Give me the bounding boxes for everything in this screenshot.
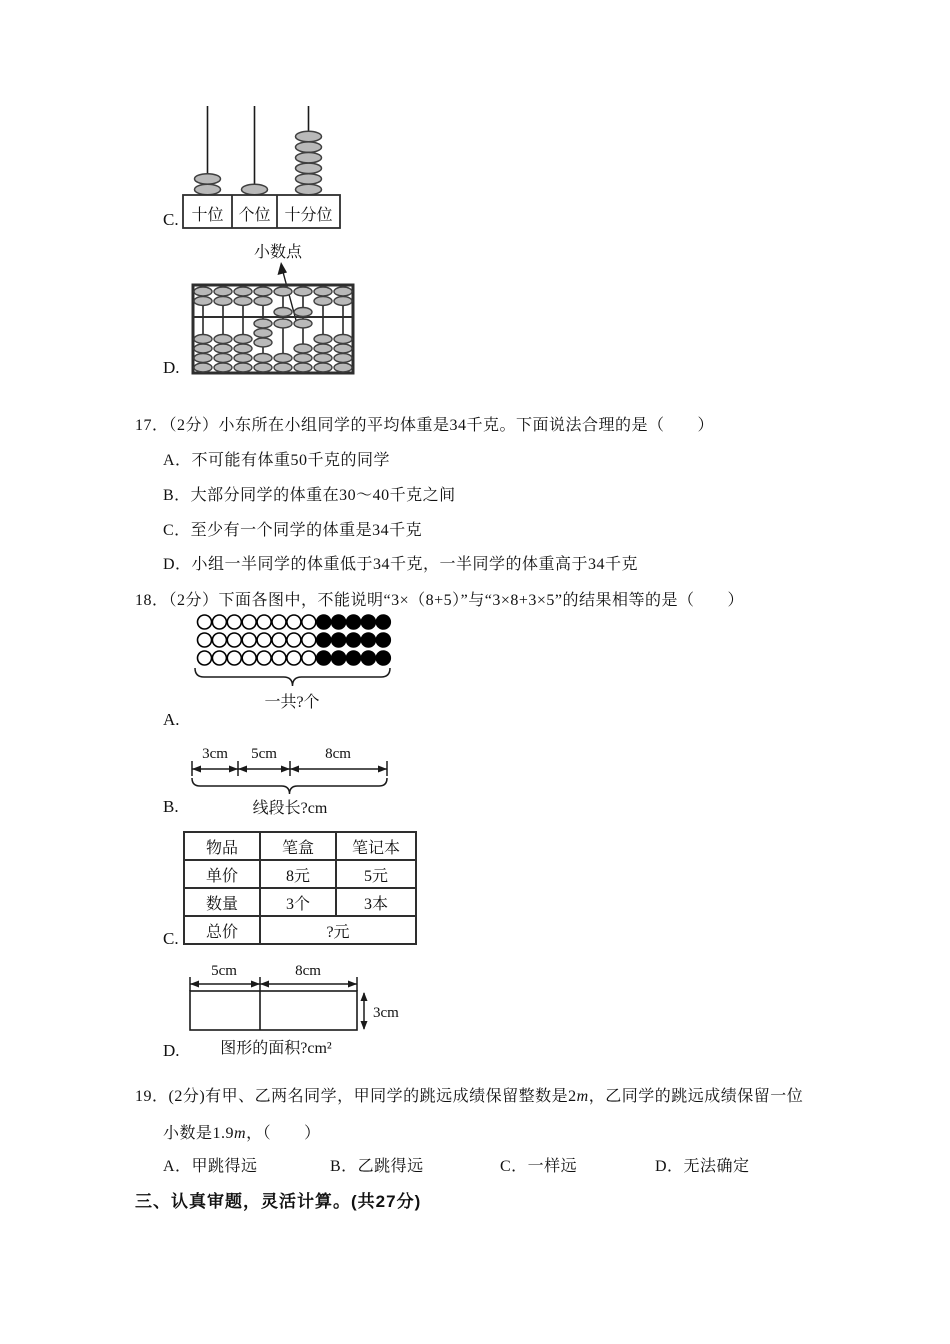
circles-caption: 一共?个 (264, 694, 320, 711)
table-row (184, 860, 416, 888)
q18-stem: 18．（2分）下面各图中，不能说明“3×（8+5）”与“3×8+3×5”的结果相等的是（ ） (135, 592, 745, 609)
rect-label-8cm: 8cm (295, 963, 321, 979)
counter-beads (195, 131, 322, 194)
rect-top-arrows (190, 977, 357, 991)
q19-option-d: D．无法确定 (655, 1158, 750, 1175)
q19-option-a: A．甲跳得远 (163, 1158, 258, 1175)
circles-brace (195, 668, 390, 686)
q19-stem1-pre: 19．(2分)有甲、乙两名同学，甲同学的跳远成绩保留整数是2 (135, 1088, 577, 1105)
table-cell: 总价 (184, 916, 260, 944)
q19-stem1-var-m: m (576, 1088, 589, 1105)
q19-stem2-var-m: m (234, 1125, 247, 1142)
q18-option-a-diagram (165, 610, 410, 715)
q18-option-b-diagram (160, 742, 405, 818)
option-letter-a2: A. (163, 710, 180, 729)
table-row (184, 832, 416, 860)
counter-col-label-tens: 十位 (191, 207, 224, 224)
table-cell: ?元 (260, 916, 416, 944)
q19-option-b: B．乙跳得远 (330, 1158, 424, 1175)
rect-label-3cm: 3cm (373, 1005, 399, 1021)
q19-stem-line1 (135, 1083, 803, 1106)
segment-label-8cm: 8cm (325, 746, 351, 762)
counter-col-label-ones: 个位 (238, 207, 271, 224)
table-cell: 笔记本 (336, 832, 416, 860)
segments-caption: 线段长?cm (252, 800, 328, 817)
segments-brace (192, 778, 387, 794)
rect-side-arrow (361, 992, 368, 1030)
q17-option-d: D．小组一半同学的体重低于34千克，一半同学的体重高于34千克 (163, 556, 639, 573)
option-letter-d2: D. (163, 1041, 180, 1060)
q17-option-c: C．至少有一个同学的体重是34千克 (163, 522, 423, 539)
counter-rods (208, 106, 309, 195)
section-3-heading: 三、认真审题，灵活计算。(共27分) (135, 1192, 422, 1211)
table-cell: 笔盒 (260, 832, 336, 860)
q19-stem1-post: ，乙同学的跳远成绩保留一位 (588, 1088, 804, 1105)
table-cell: 单价 (184, 860, 260, 888)
rect-shape (190, 991, 357, 1030)
place-value-counter-diagram (180, 98, 350, 232)
table-row (184, 888, 416, 916)
table-cell: 3本 (336, 888, 416, 916)
table-cell: 数量 (184, 888, 260, 916)
q19-stem2-pre: 小数是1.9 (163, 1125, 235, 1142)
table-cell: 物品 (184, 832, 260, 860)
option-letter-d: D. (163, 358, 180, 377)
circle-rows (198, 615, 391, 665)
q18-option-d-diagram (160, 960, 430, 1060)
option-letter-b2: B. (163, 797, 179, 816)
abacus-caption-decimal-point: 小数点 (253, 244, 303, 261)
q19-stem2-post: ，（ ） (246, 1125, 321, 1142)
table-cell: 5元 (336, 860, 416, 888)
rect-caption: 图形的面积?cm² (220, 1040, 332, 1057)
segment-line (192, 761, 387, 776)
abacus-beads (194, 287, 352, 372)
table-cell: 8元 (260, 860, 336, 888)
q19-stem-line2 (163, 1120, 321, 1143)
segment-label-5cm: 5cm (251, 746, 277, 762)
q19-option-c: C．一样远 (500, 1158, 578, 1175)
rect-label-5cm: 5cm (211, 963, 237, 979)
q17-stem: 17．（2分）小东所在小组同学的平均体重是34千克。下面说法合理的是（ ） (135, 417, 715, 434)
table-row (184, 916, 416, 944)
q17-option-b: B．大部分同学的体重在30～40千克之间 (163, 487, 456, 504)
price-table (183, 831, 417, 945)
option-letter-c2: C. (163, 929, 179, 948)
abacus-diagram (178, 236, 378, 378)
option-letter-c: C. (163, 210, 179, 229)
table-cell: 3个 (260, 888, 336, 916)
counter-col-label-tenths: 十分位 (284, 207, 333, 224)
segment-label-3cm: 3cm (202, 746, 228, 762)
q17-option-a: A．不可能有体重50千克的同学 (163, 452, 391, 469)
